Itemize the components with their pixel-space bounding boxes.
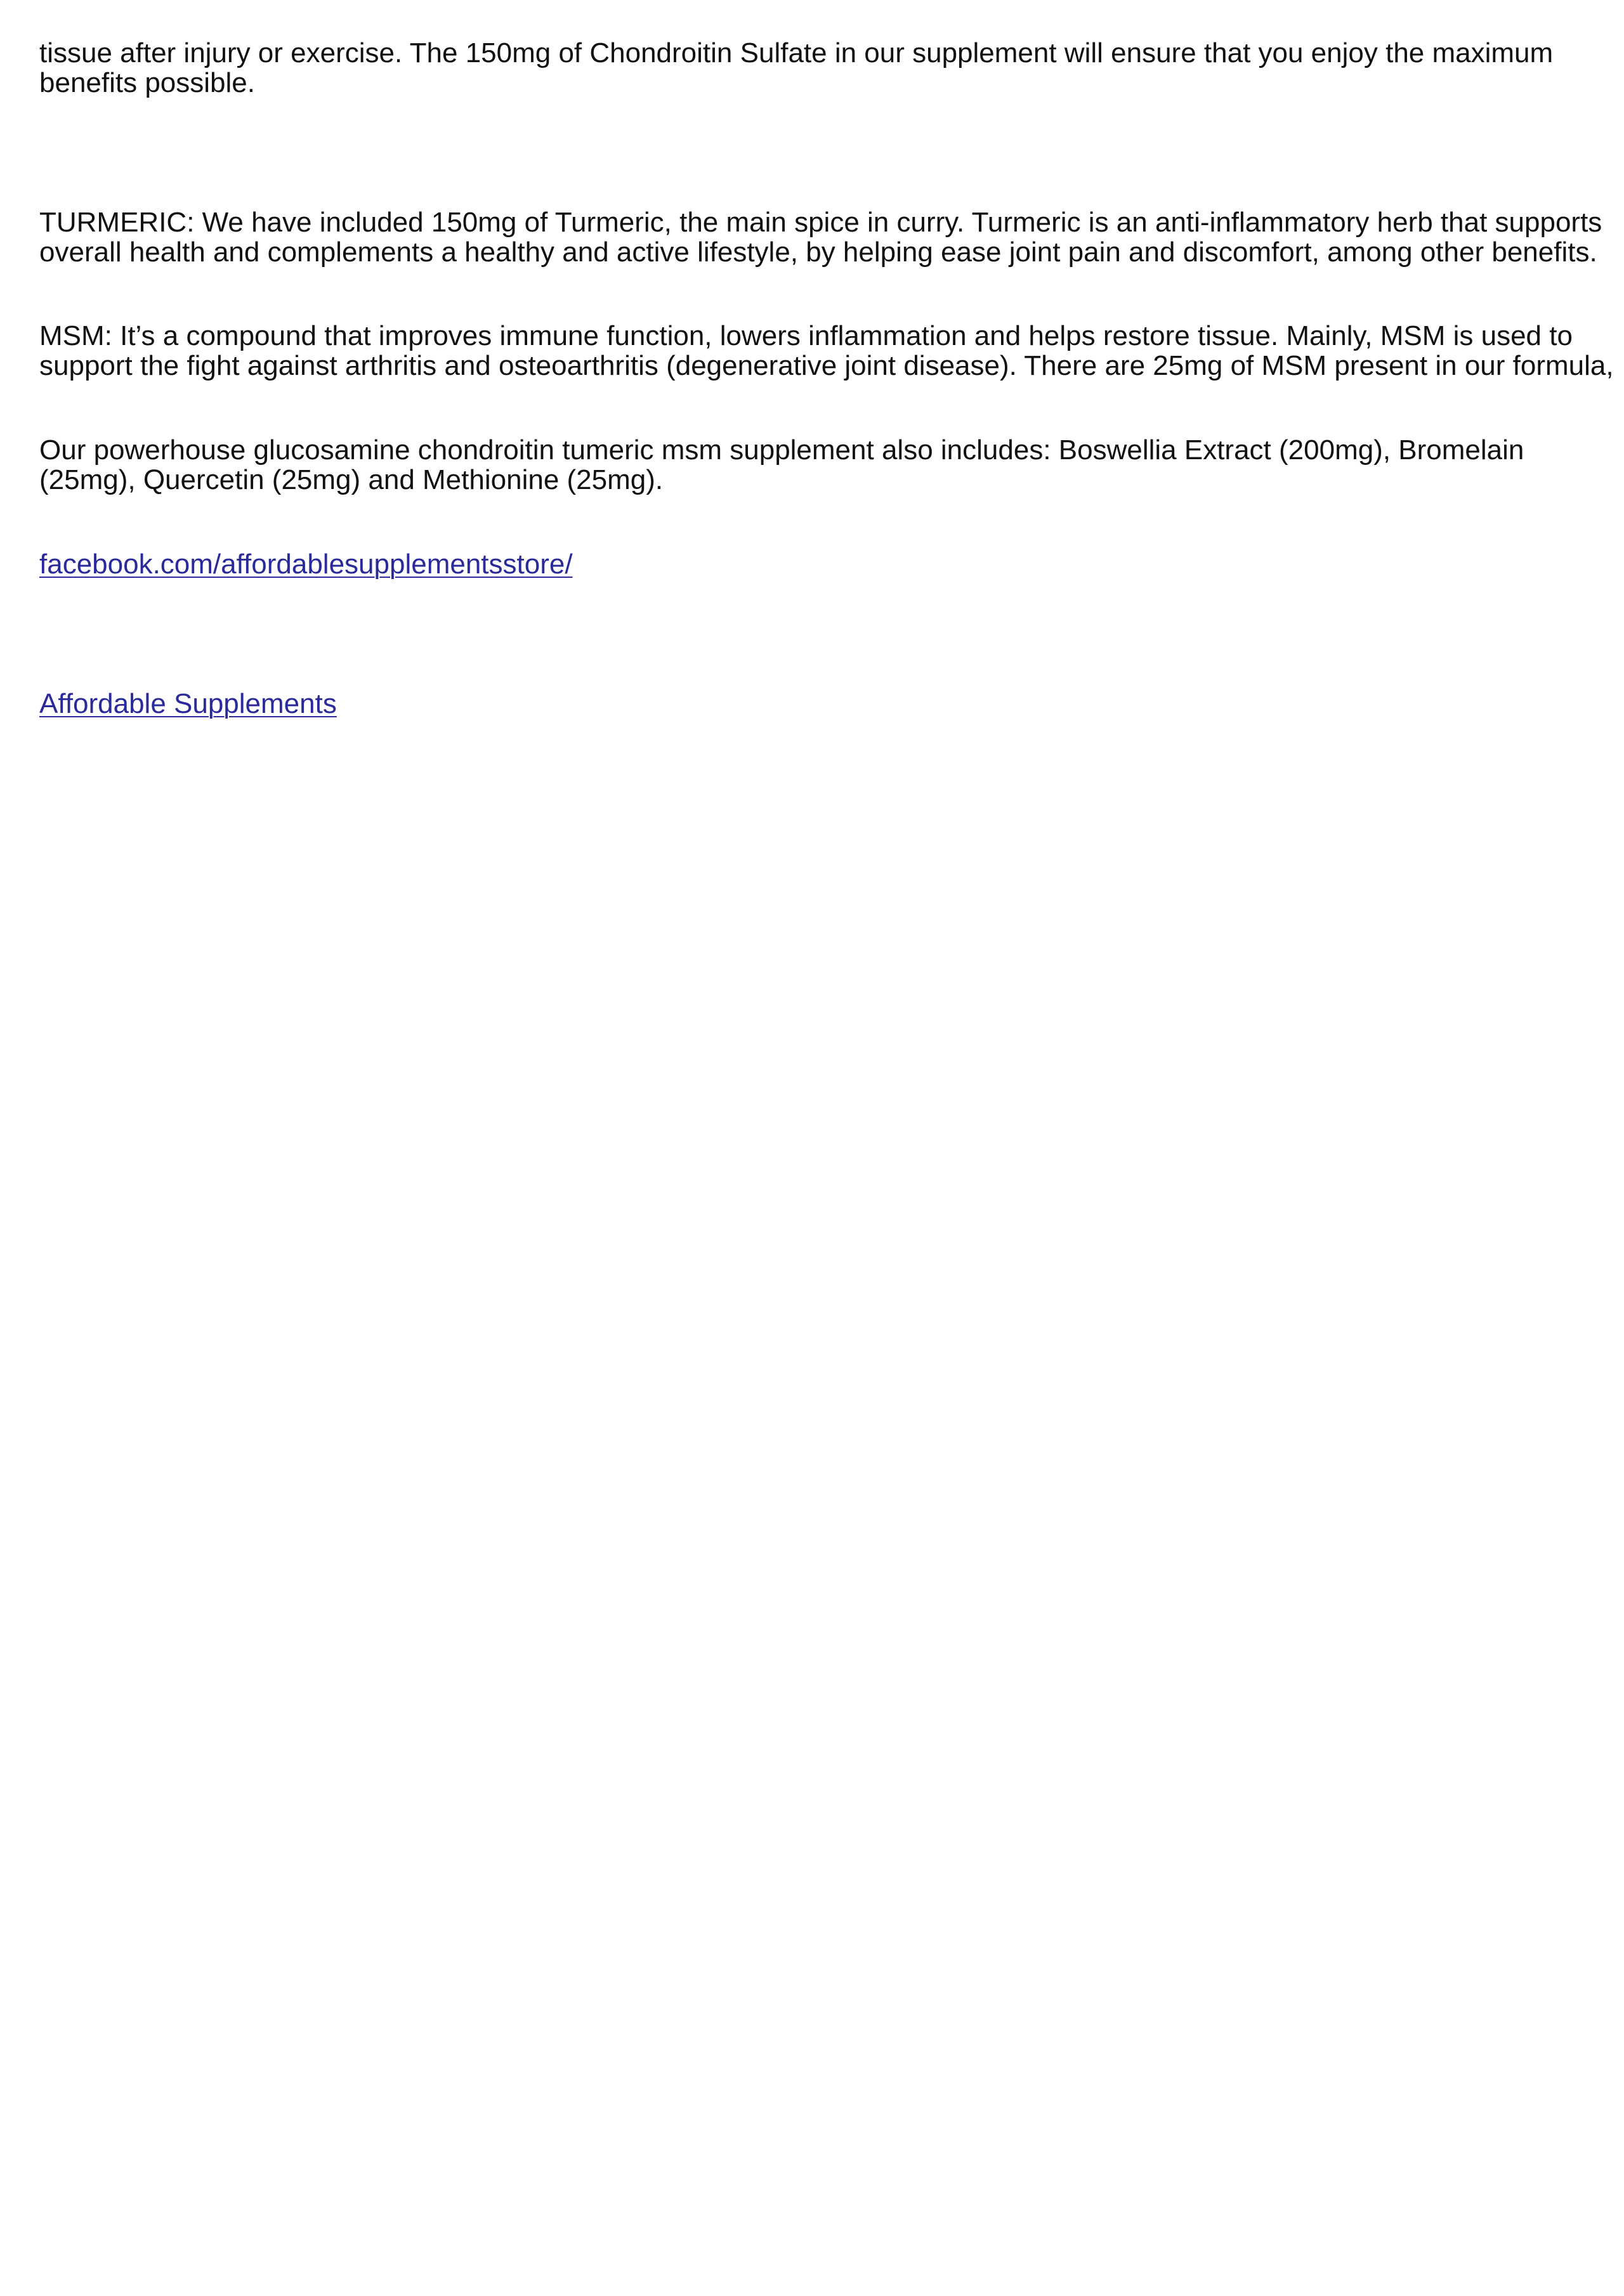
paragraph-line: benefits possible. [39,67,255,98]
paragraph-line: Our powerhouse glucosamine chondroitin tumeric msm supplement also includes: Boswellia Extract (200mg), Bromelain [39,434,1524,466]
facebook-link[interactable]: facebook.com/affordablesupplementsstore/ [39,549,573,580]
chondroitin-paragraph [39,38,1553,98]
paragraph-line: overall health and complements a healthy and active lifestyle, by helping ease joint pain and discomfort, among other benefits. [39,237,1597,268]
paragraph-line: TURMERIC: We have included 150mg of Turmeric, the main spice in curry. Turmeric is an anti-inflammatory herb that supports [39,207,1602,238]
paragraph-line: tissue after injury or exercise. The 150mg of Chondroitin Sulfate in our supplement will ensure that you enjoy the maximum [39,37,1554,68]
affordable-supplements-link[interactable]: Affordable Supplements [39,688,337,719]
ingredients-paragraph [39,435,1524,495]
msm-paragraph [39,321,1614,381]
paragraph-line: support the fight against arthritis and osteoarthritis (degenerative joint disease). There are 25mg of MSM present in our formula, [39,350,1614,381]
turmeric-paragraph [39,207,1602,267]
paragraph-line: (25mg), Quercetin (25mg) and Methionine (25mg). [39,464,664,495]
paragraph-line: MSM: It’s a compound that improves immune function, lowers inflammation and helps restore tissue. Mainly, MSM is used to [39,320,1573,351]
